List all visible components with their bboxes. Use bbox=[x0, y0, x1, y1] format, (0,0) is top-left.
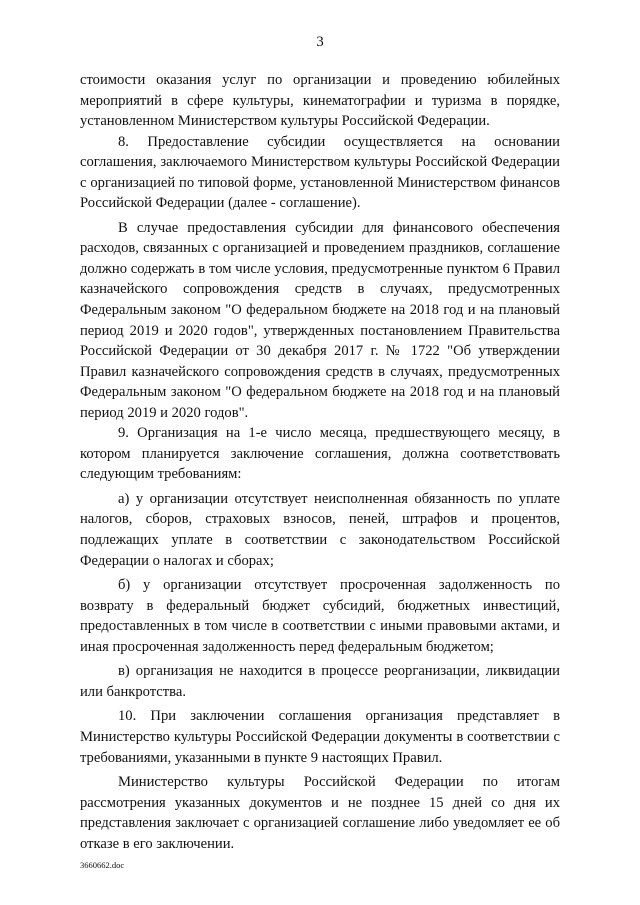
paragraph-subsidy-conditions: В случае предоставления субсидии для финансового обеспечения расходов, связанных с организацией и проведением праздников, соглашение должно содержать в том числе условия, предусмотренные пунктом 6 Правил казначейского сопровождения средств в случаях, предусмотренных Федеральным законом "О федеральном бюджете на 2018 год и на плановый период 2019 и 2020 годов", утвержденных постановлением Правительства Российской Федерации от 30 декабря 2017 г. № 1722 "Об утверждении Правил казначейского сопровождения средств в случаях, предусмотренных Федеральным законом "О федеральном бюджете на 2018 год и на плановый период 2019 и 2020 годов". bbox=[80, 219, 560, 421]
paragraph-item-8: 8. Предоставление субсидии осуществляется на основании соглашения, заключаемого Министерством культуры Российской Федерации с организацией по типовой форме, установленной Министерством финансов Российской Федерации (далее - соглашение). bbox=[80, 133, 560, 212]
paragraph-item-10: 10. При заключении соглашения организация представляет в Министерство культуры Российской Федерации документы в соответствии с требованиями, указанными в пункте 9 настоящих Правил. bbox=[80, 708, 560, 766]
paragraph-item-9b: б) у организации отсутствует просроченная задолженность по возврату в федеральный бюджет субсидий, бюджетных инвестиций, предоставленных в том числе в соответствии с иными правовыми актами, и иная просроченная задолженность перед федеральным бюджетом; bbox=[80, 577, 560, 655]
footer-document-id: 3660662.doc bbox=[80, 860, 125, 870]
paragraph-ministry-decision: Министерство культуры Российской Федерации по итогам рассмотрения указанных документов и не позднее 15 дней со дня их представления заключает с организацией соглашение либо уведомляет ее об отказе в его заключении. bbox=[80, 774, 560, 852]
paragraph-continuation: стоимости оказания услуг по организации и проведению юбилейных мероприятий в сфере культуры, кинематографии и туризма в порядке, установленном Министерством культуры Российской Федерации. bbox=[80, 72, 560, 130]
paragraph-item-9: 9. Организация на 1-е число месяца, предшествующего месяцу, в котором планируется заключение соглашения, должна соответствовать следующим требованиям: bbox=[80, 425, 560, 483]
document-body bbox=[80, 70, 560, 854]
paragraph-item-9a: а) у организации отсутствует неисполненная обязанность по уплате налогов, сборов, страховых взносов, пеней, штрафов и процентов, подлежащих уплате в соответствии с законодательством Российской Федерации о налогах и сборах; bbox=[80, 490, 560, 569]
page-number: 3 bbox=[316, 34, 324, 50]
paragraph-item-9c: в) организация не находится в процессе реорганизации, ликвидации или банкротства. bbox=[80, 663, 560, 700]
